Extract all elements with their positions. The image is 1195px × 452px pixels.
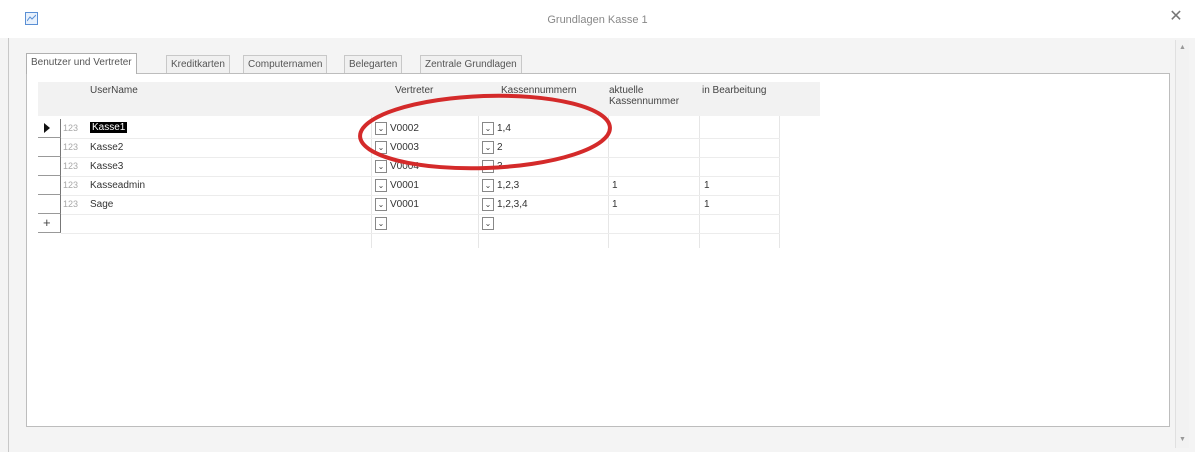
kassennummern-dropdown-icon[interactable]: ⌄ xyxy=(482,217,494,230)
table-row[interactable] xyxy=(38,195,780,214)
row-type-label: 123 xyxy=(63,161,79,171)
cell-vertreter[interactable]: V0001 xyxy=(390,199,419,210)
row-selector[interactable] xyxy=(38,157,61,176)
column-header-aktuelle-kassennummer[interactable]: aktuelle Kassennummer xyxy=(609,85,680,107)
window-border xyxy=(8,38,9,452)
tab-benutzer-und-vertreter[interactable]: Benutzer und Vertreter xyxy=(26,53,137,74)
scroll-up-icon[interactable]: ▲ xyxy=(1179,44,1186,51)
row-selector[interactable] xyxy=(38,214,61,233)
add-row-icon: + xyxy=(43,215,51,230)
cell-username[interactable]: Kasse1 xyxy=(92,122,126,133)
cell-username[interactable]: Sage xyxy=(90,199,114,210)
row-selector[interactable] xyxy=(38,119,61,138)
cell-username[interactable]: Kasse2 xyxy=(90,142,124,153)
vertical-scrollbar[interactable] xyxy=(1175,40,1189,448)
table-row[interactable] xyxy=(38,176,780,195)
table-row[interactable] xyxy=(38,119,780,138)
row-selector[interactable] xyxy=(38,195,61,214)
row-type-label: 123 xyxy=(63,123,79,133)
tab-kreditkarten[interactable]: Kreditkarten xyxy=(166,55,230,73)
cell-in-bearbeitung[interactable]: 1 xyxy=(704,199,710,210)
kassennummern-dropdown-icon[interactable]: ⌄ xyxy=(482,198,494,211)
row-type-label: 123 xyxy=(63,180,79,190)
row-type-label: 123 xyxy=(63,142,79,152)
cell-vertreter[interactable]: V0004 xyxy=(390,161,419,172)
window-title: Grundlagen Kasse 1 xyxy=(547,14,648,26)
column-header-vertreter[interactable]: Vertreter xyxy=(395,85,434,96)
cell-vertreter[interactable]: V0003 xyxy=(390,142,419,153)
cell-vertreter[interactable]: V0001 xyxy=(390,180,419,191)
scroll-down-icon[interactable]: ▼ xyxy=(1179,436,1186,443)
grid-header xyxy=(38,82,820,116)
table-row[interactable] xyxy=(38,157,780,176)
vertreter-dropdown-icon[interactable]: ⌄ xyxy=(375,122,387,135)
vertreter-dropdown-icon[interactable]: ⌄ xyxy=(375,198,387,211)
column-header-in-bearbeitung[interactable]: in Bearbeitung xyxy=(702,85,767,96)
tab-zentrale-grundlagen[interactable]: Zentrale Grundlagen xyxy=(420,55,522,73)
vertreter-dropdown-icon[interactable]: ⌄ xyxy=(375,160,387,173)
kassennummern-dropdown-icon[interactable]: ⌄ xyxy=(482,141,494,154)
vertreter-dropdown-icon[interactable]: ⌄ xyxy=(375,179,387,192)
new-row[interactable] xyxy=(38,214,780,233)
column-header-username[interactable]: UserName xyxy=(90,85,138,96)
tab-belegarten[interactable]: Belegarten xyxy=(344,55,402,73)
kassennummern-dropdown-icon[interactable]: ⌄ xyxy=(482,179,494,192)
cell-kassennummern[interactable]: 3 xyxy=(497,161,503,172)
cell-aktuelle-kassennummer[interactable]: 1 xyxy=(612,199,618,210)
table-row[interactable] xyxy=(38,138,780,157)
kassennummern-dropdown-icon[interactable]: ⌄ xyxy=(482,122,494,135)
column-header-kassennummern[interactable]: Kassennummern xyxy=(501,85,577,96)
title-bar xyxy=(0,0,1195,38)
tab-computernamen[interactable]: Computernamen xyxy=(243,55,327,73)
row-type-label: 123 xyxy=(63,199,79,209)
row-selector[interactable] xyxy=(38,138,61,157)
cell-kassennummern[interactable]: 2 xyxy=(497,142,503,153)
current-row-icon xyxy=(44,123,50,133)
cell-in-bearbeitung[interactable]: 1 xyxy=(704,180,710,191)
cell-kassennummern[interactable]: 1,2,3 xyxy=(497,180,520,191)
kassennummern-dropdown-icon[interactable]: ⌄ xyxy=(482,160,494,173)
row-selector[interactable] xyxy=(38,176,61,195)
cell-kassennummern[interactable]: 1,2,3,4 xyxy=(497,199,528,210)
cell-kassennummern[interactable]: 1,4 xyxy=(497,123,511,134)
cell-username[interactable]: Kasseadmin xyxy=(90,180,146,191)
vertreter-dropdown-icon[interactable]: ⌄ xyxy=(375,217,387,230)
close-icon[interactable]: ✕ xyxy=(1169,8,1183,25)
cell-username[interactable]: Kasse3 xyxy=(90,161,124,172)
vertreter-dropdown-icon[interactable]: ⌄ xyxy=(375,141,387,154)
row-divider xyxy=(61,233,780,234)
cell-aktuelle-kassennummer[interactable]: 1 xyxy=(612,180,618,191)
cell-vertreter[interactable]: V0002 xyxy=(390,123,419,134)
